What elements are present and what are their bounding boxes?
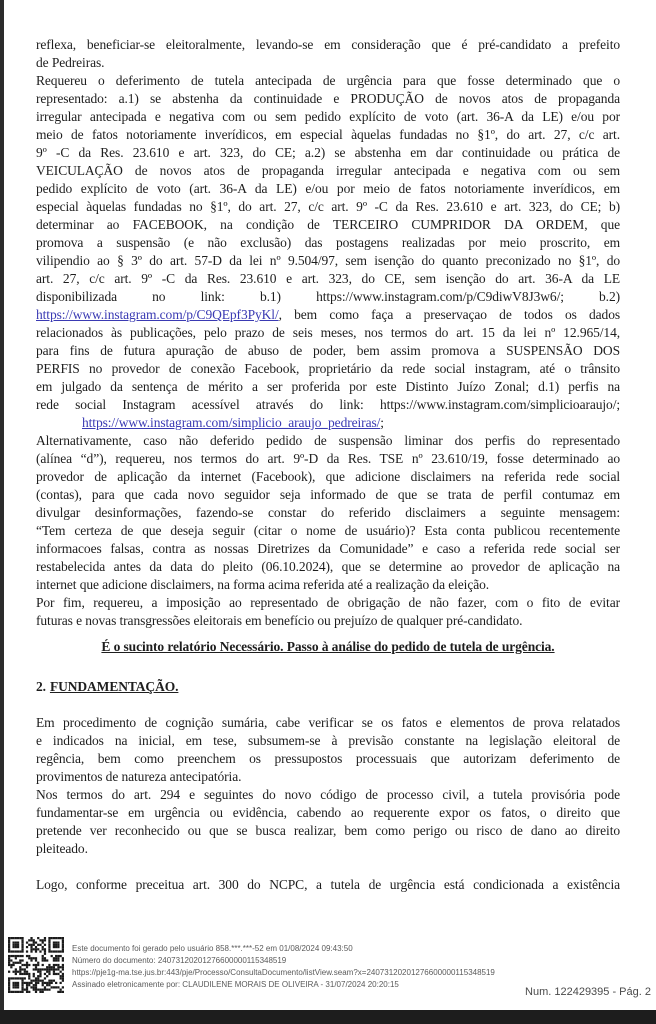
text-line [36, 750, 620, 768]
text-segment: informacoes falsas, contra as nossas Diretrizes da Comunidade” e caso a referida rede social ser [36, 541, 620, 556]
section-heading [36, 678, 620, 696]
text-line [36, 840, 620, 858]
text-segment: fundamentar-se em urgência ou evidência, cabendo ao requerente expor os fatos, o direito que [36, 805, 620, 820]
instagram-link[interactable]: https://www.instagram.com/p/C9QEpf3PyKl/ [36, 307, 279, 322]
text-line [36, 468, 620, 486]
para-por-fim [36, 594, 620, 630]
footer-url-line: https://pje1g-ma.tse.jus.br:443/pje/Processo/ConsultaDocumento/listView.seam?x=24073120201276600000115348519 [72, 968, 495, 977]
instagram-link[interactable]: https://www.instagram.com/simplicio_araujo_pedreiras/ [82, 415, 381, 430]
text-segment: provedor de aplicação da internet (Facebook), que adicione disclaimers na referida rede social [36, 469, 620, 484]
text-line [36, 216, 620, 234]
text-segment: Requereu o deferimento de tutela antecipada de urgência para que fosse determinado que o [36, 73, 620, 88]
text-line [36, 108, 620, 126]
text-line [36, 54, 620, 72]
text-segment: Alternativamente, caso não deferido pedido de suspensão liminar dos perfis do representado [36, 433, 620, 448]
text-line [36, 522, 620, 540]
text-segment: “Tem certeza de que deseja seguir (citar o nome de usuário)? Esta conta publicou recentemente [36, 523, 620, 538]
text-segment: vilipendio ao § 3º do art. 57-D da lei nº 9.504/97, sem isenção do quanto preconizado no §1º, do [36, 253, 620, 268]
text-line [36, 162, 620, 180]
text-segment: determinar ao FACEBOOK, na condição de TERCEIRO CUMPRIDOR DA ORDEM, que [36, 217, 620, 232]
text-line [36, 768, 620, 786]
text-segment: disponibilizada no link: b.1) https://www.instagram.com/p/C9diwV8J3w6/; b.2) [36, 289, 620, 304]
text-segment: VEICULAÇÃO de novos atos de propaganda irregular antecipada e negativa com ou sem [36, 163, 620, 178]
text-segment: Nos termos do art. 294 e seguintes do novo código de processo civil, a tutela provisória pode [36, 787, 620, 802]
text-line [36, 378, 620, 396]
text-line [36, 540, 620, 558]
para-logo [36, 876, 620, 894]
para-requereu [36, 72, 620, 432]
text-segment: internet que adicione disclaimers, na forma acima referida até a realização da eleição. [36, 577, 490, 592]
section-number: 2. [36, 679, 46, 694]
page-edge-strip [0, 0, 4, 1024]
text-segment: irregular antecipada e negativa com ou sem pedido explícito de voto (art. 36-A da LE) e/ou por [36, 109, 620, 124]
text-line [36, 594, 620, 612]
text-line [36, 414, 620, 432]
page-number-label: Num. 122429395 - Pág. 2 [525, 986, 651, 998]
text-line [36, 396, 620, 414]
text-segment: Em procedimento de cognição sumária, cabe verificar se os fatos e elementos de prova relatados [36, 715, 620, 730]
text-segment: pedido explícito de voto (art. 36-A da LE) e/ou por meio de fatos notoriamente inverídicos, em [36, 181, 620, 196]
text-line [36, 90, 620, 108]
text-line [36, 732, 620, 750]
text-segment: representado: a.1) se abstenha da continuidade e PRODUÇÃO de novos atos de propaganda [36, 91, 620, 106]
body-paragraphs-top [36, 36, 620, 630]
text-line [36, 558, 620, 576]
text-line [36, 288, 620, 306]
footer-meta [72, 943, 495, 991]
section-title: FUNDAMENTAÇÃO. [49, 679, 179, 694]
text-line [36, 432, 620, 450]
viewer-bottom-bar [0, 1010, 656, 1024]
text-segment: restabelecida antes da data do pleito (06.10.2024), que se determine ao provedor de aplicação na [36, 559, 620, 574]
text-segment: pretende ver reconhecido ou que se busca realizar, bem como perigo ou risco de dano ao direito [36, 823, 620, 838]
text-segment: divulgar desinformações, fazendo-se constar do referido disclaimers a seguinte mensagem: [36, 505, 620, 520]
para-em-procedimento [36, 714, 620, 786]
qr-code-icon [8, 937, 64, 993]
text-line [36, 342, 620, 360]
text-line [36, 126, 620, 144]
text-line [36, 324, 620, 342]
text-segment: reflexa, beneficiar-se eleitoralmente, levando-se em consideração que é pré-candidato a prefeito [36, 37, 620, 52]
text-line [36, 198, 620, 216]
text-line [36, 612, 620, 630]
text-segment: rede social Instagram acessível através do link: https://www.instagram.com/simplicioaraujo/; [36, 397, 620, 412]
text-line [36, 486, 620, 504]
text-line [36, 72, 620, 90]
text-line [36, 804, 620, 822]
text-line [36, 786, 620, 804]
text-segment: promova a suspensão (e não exclusão) das postagens realizadas por meio proscrito, em [36, 235, 620, 250]
footer-generated-line: Este documento foi gerado pelo usuário 858.***.***-52 em 01/08/2024 09:43:50 [72, 944, 353, 953]
para-alternativamente [36, 432, 620, 594]
text-line [36, 714, 620, 732]
document-body [36, 36, 620, 894]
text-segment: provimentos de natureza antecipatória. [36, 769, 242, 784]
text-line [36, 270, 620, 288]
para-nos-termos [36, 786, 620, 858]
text-line [36, 360, 620, 378]
text-line [36, 234, 620, 252]
text-segment: de Pedreiras. [36, 55, 105, 70]
text-segment: futuras e novas transgressões eleitorais em benefício ou prejuízo de qualquer pré-candidato. [36, 613, 523, 628]
text-segment: regência, bem como preenchem os pressupostos processuais que autorizam deferimento de [36, 751, 620, 766]
text-line [36, 180, 620, 198]
footer-signature-line: Assinado eletronicamente por: CLAUDILENE MORAIS DE OLIVEIRA - 31/07/2024 20:20:15 [72, 980, 399, 989]
text-segment: e indicados na inicial, em tese, subsumem-se à previsão constante na legislação eleitoral de [36, 733, 620, 748]
text-line [36, 576, 620, 594]
text-segment: (contas), para que cada novo seguidor seja informado de que se trata de perfil contumaz em [36, 487, 620, 502]
text-segment: Por fim, requereu, a imposição ao representado de obrigação de não fazer, com o fito de evitar [36, 595, 620, 610]
text-segment: PERFIS no provedor de conexão Facebook, proprietário da rede social instagram, até o trânsito [36, 361, 620, 376]
body-paragraphs-bottom [36, 714, 620, 894]
text-segment: (alínea “d”), requereu, nos termos do art. 9º-D da Res. TSE nº 23.610/19, fosse determinado ao [36, 451, 620, 466]
text-segment: meio de fatos notoriamente inverídicos, em especial àquelas fundadas no §1º, do art. 27, c/c art. [36, 127, 620, 142]
text-line [36, 306, 620, 324]
text-line [36, 252, 620, 270]
text-segment: , bem como faça a preservaçao de todos os dados [278, 307, 620, 322]
text-segment: para fins de futura apuração de abuso de poder, bem assim promova a SUSPENSÃO DOS [36, 343, 620, 358]
text-line [36, 450, 620, 468]
text-segment: relacionados às publicações, pelo prazo de seis meses, nos termos do art. 15 da lei nº 12.965/14, [36, 325, 620, 340]
footer-docnumber-line: Número do documento: 24073120201276600000115348519 [72, 956, 287, 965]
text-segment: pleiteado. [36, 841, 88, 856]
text-line [36, 144, 620, 162]
relatorio-heading: É o sucinto relatório Necessário. Passo à análise do pedido de tutela de urgência. [101, 639, 555, 654]
text-segment: Logo, conforme preceitua art. 300 do NCPC, a tutela de urgência está condicionada a existência [36, 877, 620, 892]
text-line [36, 822, 620, 840]
text-segment: em julgado da sentença de mérito a ser proferida por este Distinto Juízo Zonal; d.1) perfis na [36, 379, 620, 394]
para-reflexa [36, 36, 620, 72]
text-segment: 9º -C da Res. 23.610 e art. 323, do CE; a.2) se abstenha em dar continuidade ou prática de [36, 145, 620, 160]
text-line [36, 504, 620, 522]
text-segment: especial àquelas fundadas no §1º, do art. 27, c/c art. 9º -C da Res. 23.610 e art. 323, do CE; b) [36, 199, 620, 214]
text-line [36, 876, 620, 894]
text-line [36, 36, 620, 54]
text-segment: art. 27, c/c art. 9º -C da Res. 23.610 e art. 323, do CE, sem isenção do art. 36-A da LE [36, 271, 620, 286]
text-segment: ; [380, 415, 384, 430]
